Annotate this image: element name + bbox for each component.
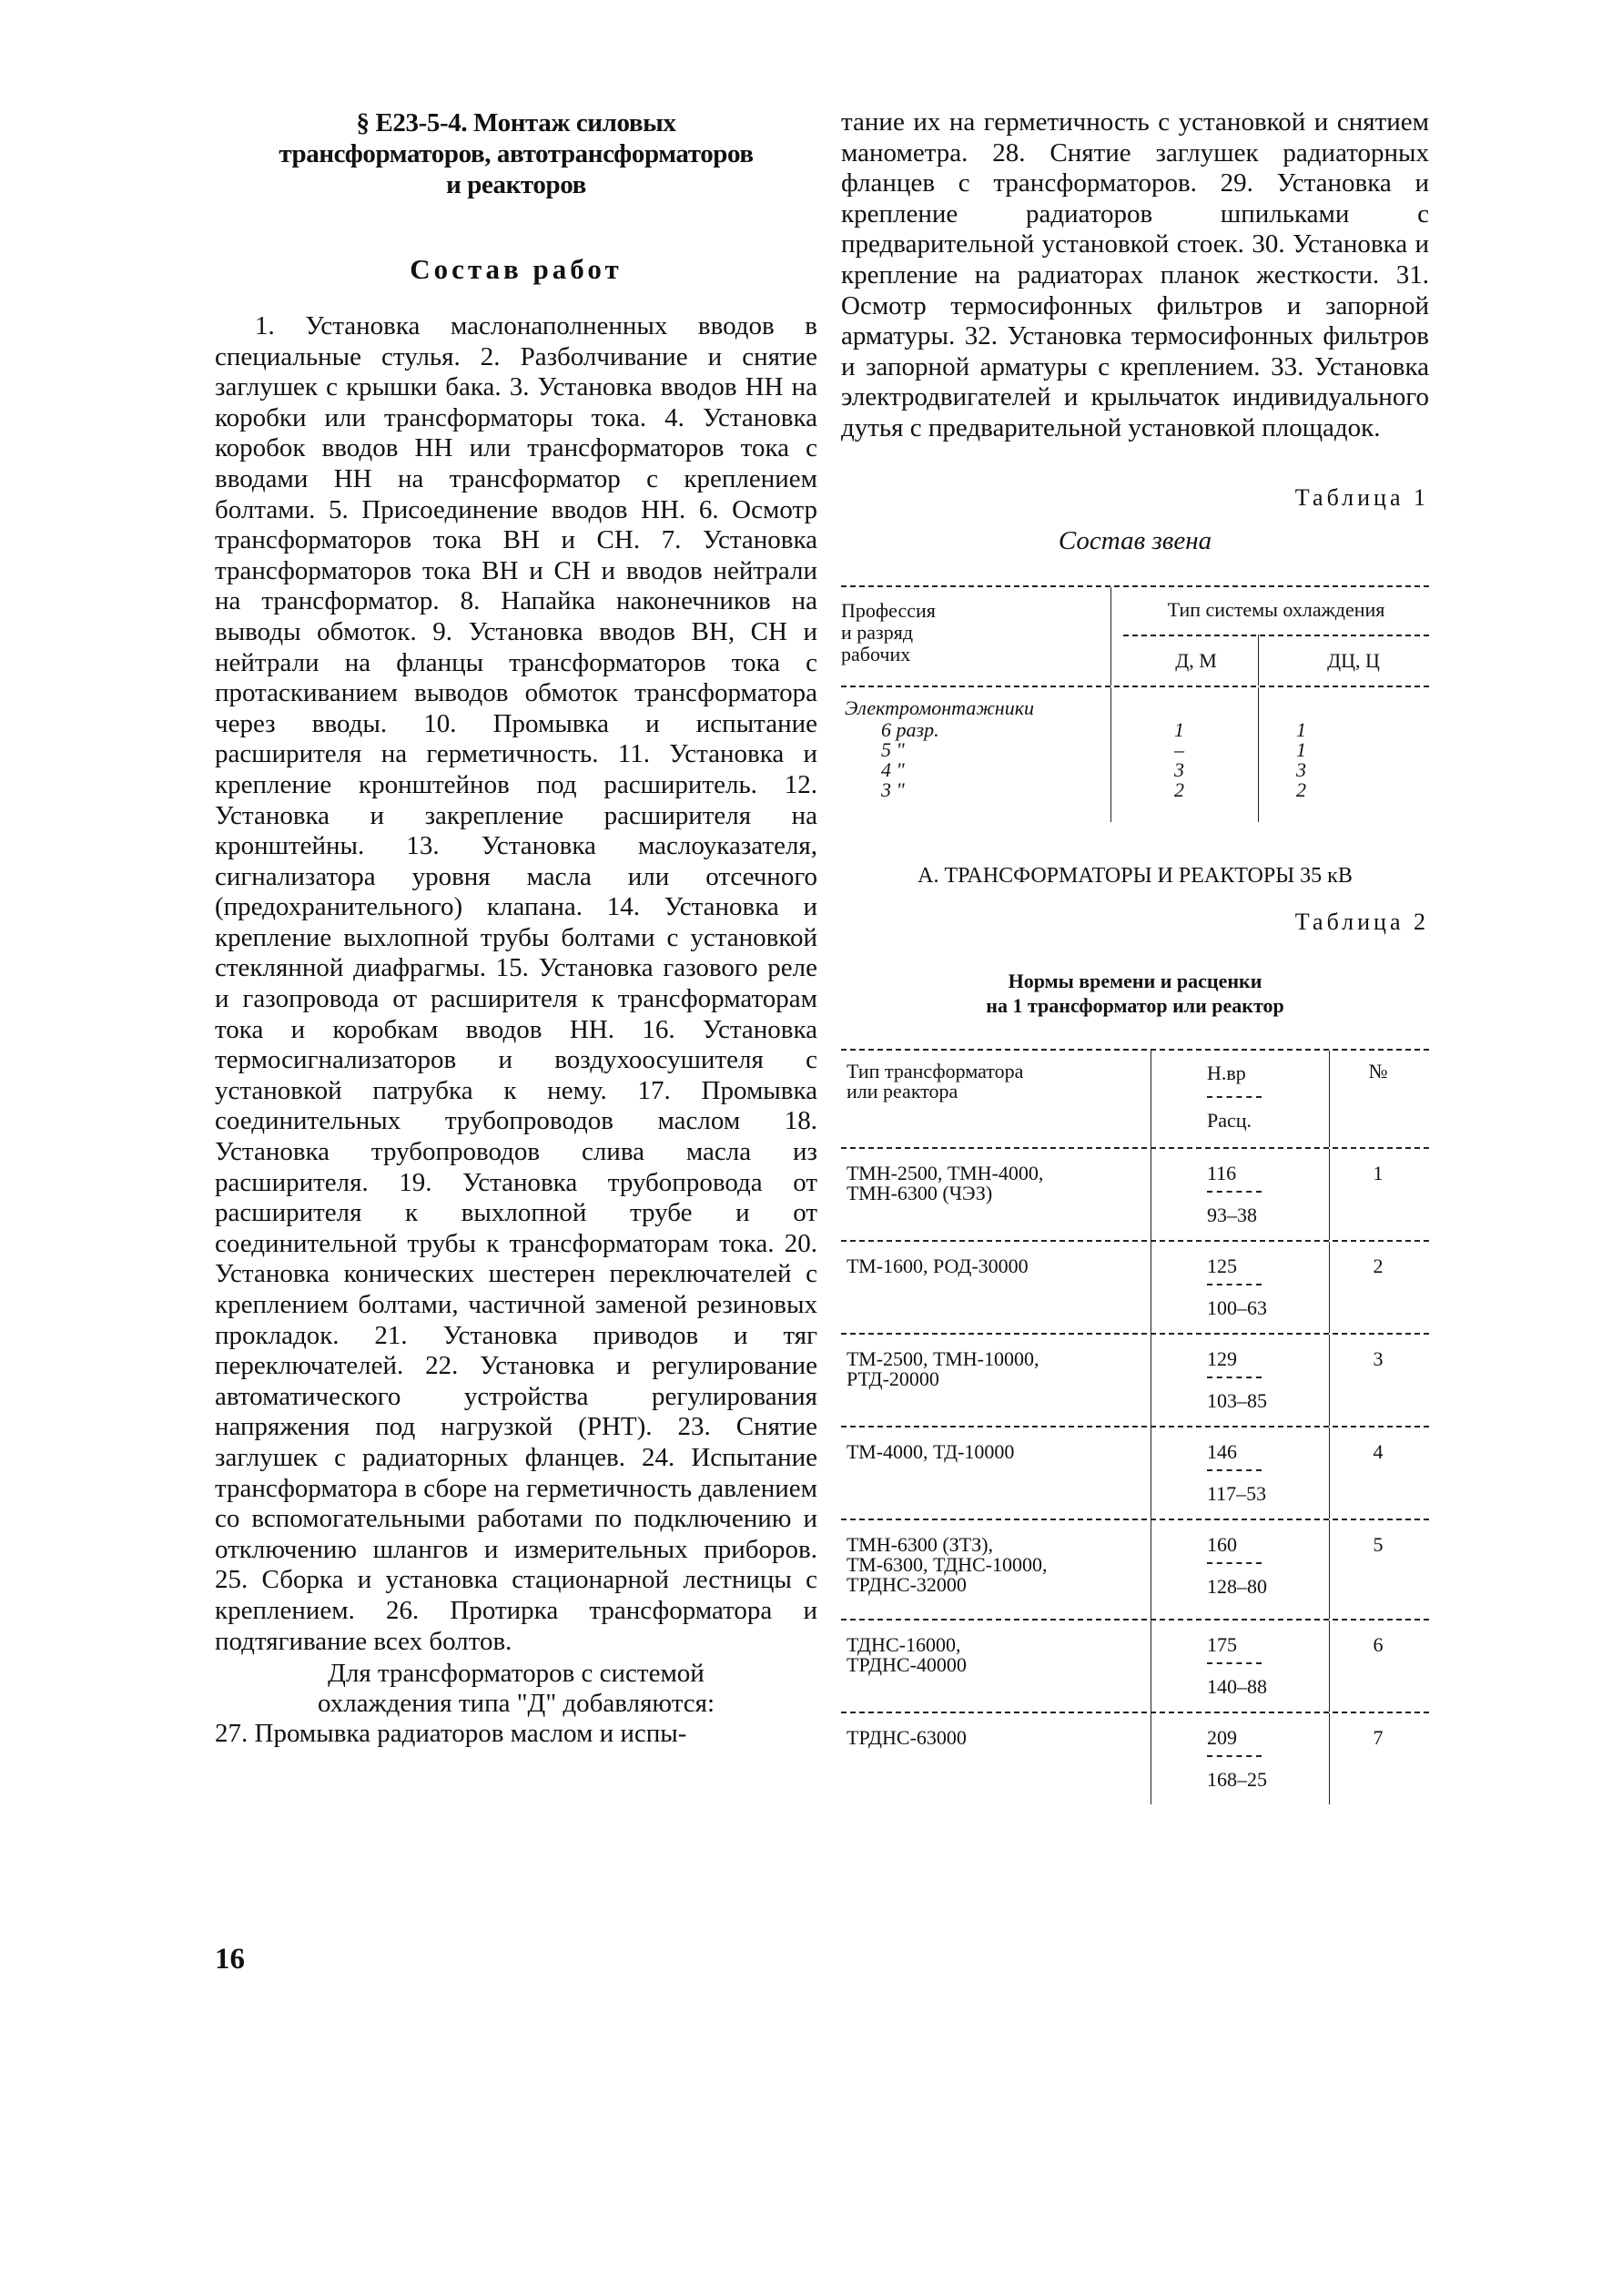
d-value-cell: 3 (1174, 757, 1184, 781)
fraction-line (1207, 1284, 1262, 1285)
section-a-title: А. ТРАНСФОРМАТОРЫ И РЕАКТОРЫ 35 кВ (918, 863, 1353, 888)
d-value-cell: 1 (1174, 717, 1184, 741)
table-row (841, 1242, 1429, 1333)
type-line: ТРДНС-32000 (847, 1572, 967, 1596)
dc-value-cell: 1 (1296, 737, 1306, 761)
fraction-line (1207, 1755, 1262, 1757)
right-column (841, 107, 1429, 1804)
grade-cell: 3 " (881, 777, 905, 801)
time-norm-cell: 125 (1207, 1254, 1237, 1277)
number-header: № (1368, 1059, 1388, 1082)
type-line: РТД-20000 (847, 1366, 939, 1390)
composition-title: Состав работ (410, 253, 623, 285)
dc-value-cell: 2 (1296, 777, 1306, 801)
transformer-type-cell (847, 1346, 1147, 1390)
price-header: Расц. (1207, 1108, 1252, 1132)
title-line: Нормы времени и расценки (1008, 969, 1262, 992)
table1-label: Таблица 1 (1294, 483, 1429, 511)
price-cell: 103–85 (1207, 1388, 1267, 1412)
row-number-cell: 4 (1373, 1439, 1384, 1463)
price-cell: 100–63 (1207, 1295, 1267, 1319)
column-divider (1329, 1242, 1330, 1333)
grade-cell: 5 " (881, 737, 905, 761)
time-norm-cell: 116 (1207, 1161, 1237, 1184)
header-line: рабочих (841, 642, 911, 665)
header-line: Профессия (841, 598, 936, 622)
header-line: или реактора (847, 1079, 958, 1102)
transformer-type-cell (847, 1439, 1147, 1463)
cooling-dc-header: ДЦ, Ц (1327, 648, 1380, 672)
work-list-continuation: тание их на герметичность с установкой и снятием манометра. 28. Снятие заглушек радиаторных фланцев с трансформаторов. 29. Установка и крепление радиаторов шпильками с предварительной установкой стоек. 30. Установка и крепление на радиаторах планок жесткости. 31. Осмотр термосифонных фильтров и запорной арматуры. 32. Установка термосифонных фильтров и запорной арматуры с креплением. 33. Установка электродвигателей и крыльчаток индивидуального дутья с предварительной установкой площадок. (841, 107, 1429, 442)
page-number: 16 (215, 1943, 245, 1976)
title-line: на 1 трансформатор или реактор (986, 993, 1284, 1017)
table-row (841, 1335, 1429, 1426)
price-cell: 117–53 (1207, 1481, 1267, 1505)
cooling-d-header: Д, М (1175, 648, 1217, 672)
price-cell: 168–25 (1207, 1767, 1267, 1791)
type-line: ТМН-2500, ТМН-4000, (847, 1161, 1044, 1184)
table2-title (841, 969, 1429, 1018)
row-number-cell: 1 (1373, 1161, 1384, 1184)
table2-header (841, 1051, 1429, 1147)
price-cell: 93–38 (1207, 1203, 1257, 1226)
dc-value-cell: 1 (1296, 717, 1306, 741)
profession-group: Электромонтажники (845, 696, 1034, 719)
transformer-type-cell (847, 1725, 1147, 1749)
fraction-line (1207, 1191, 1262, 1193)
type-line: ТМ-6300, ТДНС-10000, (847, 1552, 1048, 1576)
time-norms-table (841, 1049, 1429, 1804)
column-divider (1329, 1051, 1330, 1147)
cooling-type-header: Тип системы охлаждения (1167, 597, 1385, 621)
type-line: ТМ-2500, ТМН-10000, (847, 1346, 1039, 1370)
transformer-type-cell (847, 1632, 1147, 1676)
type-line: ТРДНС-63000 (847, 1725, 967, 1749)
time-norm-cell: 209 (1207, 1725, 1237, 1749)
type-line: ТДНС-16000, (847, 1632, 961, 1656)
time-norm-cell: 146 (1207, 1439, 1237, 1463)
price-cell: 128–80 (1207, 1574, 1267, 1598)
table-rule (1123, 635, 1429, 636)
transformer-type-cell (847, 1163, 1147, 1204)
d-value-cell: – (1174, 737, 1184, 761)
row-number-cell: 5 (1373, 1532, 1384, 1556)
work-list-text: 1. Установка маслонаполненных вводов в специальные стулья. 2. Разболчивание и снятие заглушек с крышки бака. 3. Установка вводов НН на коробки или трансформаторы тока. 4. Установка коробок вводов НН или трансформаторов тока с вводами НН на трансформатор с креплением болтами. 5. Присоединение вводов НН. 6. Осмотр трансформаторов тока ВН и СН. 7. Установка трансформаторов тока ВН и СН и вводов нейтрали на трансформатор. 8. Напайка наконечников на выводы обмоток. 9. Установка вводов ВН, СН и нейтрали на фланцы трансформаторов тока с протаскиванием выводов обмоток трансформатора через вводы. 10. Промывка и испытание расширителя на герметичность. 11. Установка и крепление кронштейнов под расширитель. 12. Установка и закрепление расширителя на кронштейны. 13. Установка маслоуказателя, сигнализатора уровня масла или отсечного (предохранительного) клапана. 14. Установка и крепление выхлопной трубы болтами с установкой стеклянной диафрагмы. 15. Установка газового реле и газопровода от расширителя к трансформаторам тока и коробкам вводов НН. 16. Установка термосигнализаторов и воздухоосушителя с установкой патрубка к нему. 17. Промывка соединительных трубопроводов маслом 18. Установка трубопроводов слива масла из расширителя. 19. Установка трубопровода от расширителя к выхлопной трубе и от соединительной трубы к трансформаторам тока. 20. Установка конических шестерен переключателей с креплением болтами, частичной заменой резиновых прокладок. 21. Установка приводов и тяг переключателей. 22. Установка и регулирование автоматического устройства регулирования напряжения под нагрузкой (РНТ). 23. Снятие заглушек с радиаторных фланцев. 24. Испытание трансформатора в сборе на герметичность давлением со вспомогательными работами по подключению и отключению шлангов и измерительных приборов. 25. Сборка и установка стационарной лестницы с креплением. 26. Протирка трансформатора и подтягивание всех болтов. (215, 311, 817, 1656)
type-header (847, 1059, 1147, 1102)
addition-note-line: охлаждения типа "Д" добавляются: (317, 1689, 715, 1719)
table-row (841, 1520, 1429, 1619)
heading-line: и реакторов (446, 170, 586, 199)
column-divider (1258, 687, 1259, 822)
table2-body (841, 1149, 1429, 1804)
row-number-cell: 6 (1373, 1632, 1384, 1656)
header-line: Тип трансформатора (847, 1059, 1024, 1082)
column-divider (1329, 1520, 1330, 1619)
fraction-line (1207, 1662, 1262, 1664)
column-divider (1110, 687, 1111, 822)
table-row (841, 1713, 1429, 1804)
type-line: ТРДНС-40000 (847, 1652, 967, 1676)
table-row (841, 1620, 1429, 1712)
section-heading (215, 107, 817, 200)
header-line: и разряд (841, 620, 914, 644)
time-norm-cell: 129 (1207, 1346, 1237, 1370)
row-number-cell: 3 (1373, 1346, 1384, 1370)
heading-line: трансформаторов, автотрансформаторов (279, 139, 754, 168)
table-row (841, 1149, 1429, 1240)
transformer-type-cell (847, 1532, 1147, 1596)
time-norm-header: Н.вр (1207, 1061, 1246, 1084)
table-row (841, 1427, 1429, 1519)
type-line: ТМ-1600, РОД-30000 (847, 1254, 1029, 1277)
grade-cell: 4 " (881, 757, 905, 781)
time-norm-cell: 160 (1207, 1532, 1237, 1556)
table1-body (841, 687, 1429, 822)
table2-label: Таблица 2 (1294, 908, 1429, 935)
time-norm-cell: 175 (1207, 1632, 1237, 1656)
column-divider (1329, 1620, 1330, 1712)
fraction-line (1207, 1377, 1262, 1378)
transformer-type-cell (847, 1256, 1147, 1276)
type-line: ТМ-4000, ТД-10000 (847, 1439, 1015, 1463)
column-divider (1329, 1149, 1330, 1240)
profession-header (841, 600, 1105, 665)
type-line: ТМН-6300 (ЗТЗ), (847, 1532, 994, 1556)
table1-header (841, 587, 1429, 686)
row-number-cell: 2 (1373, 1254, 1384, 1277)
price-cell: 140–88 (1207, 1674, 1267, 1698)
grade-cell: 6 разр. (881, 717, 939, 741)
row-number-cell: 7 (1373, 1725, 1384, 1749)
addition-note-line: Для трансформаторов с системой (328, 1659, 705, 1689)
d-value-cell: 2 (1174, 777, 1184, 801)
column-divider (1329, 1427, 1330, 1519)
left-column (215, 107, 817, 1750)
table1-title: Состав звена (1058, 525, 1212, 555)
dc-value-cell: 3 (1296, 757, 1306, 781)
crew-composition-table (841, 585, 1429, 822)
fraction-line (1207, 1469, 1262, 1471)
column-divider (1110, 587, 1111, 686)
heading-line: § Е23-5-4. Монтаж силовых (356, 108, 676, 137)
fraction-line (1207, 1562, 1262, 1564)
work-list-tail: 27. Промывка радиаторов маслом и испы- (215, 1719, 687, 1749)
type-line: ТМН-6300 (ЧЭЗ) (847, 1181, 993, 1204)
column-divider (1329, 1713, 1330, 1804)
fraction-line (1207, 1096, 1262, 1098)
column-divider (1329, 1335, 1330, 1426)
